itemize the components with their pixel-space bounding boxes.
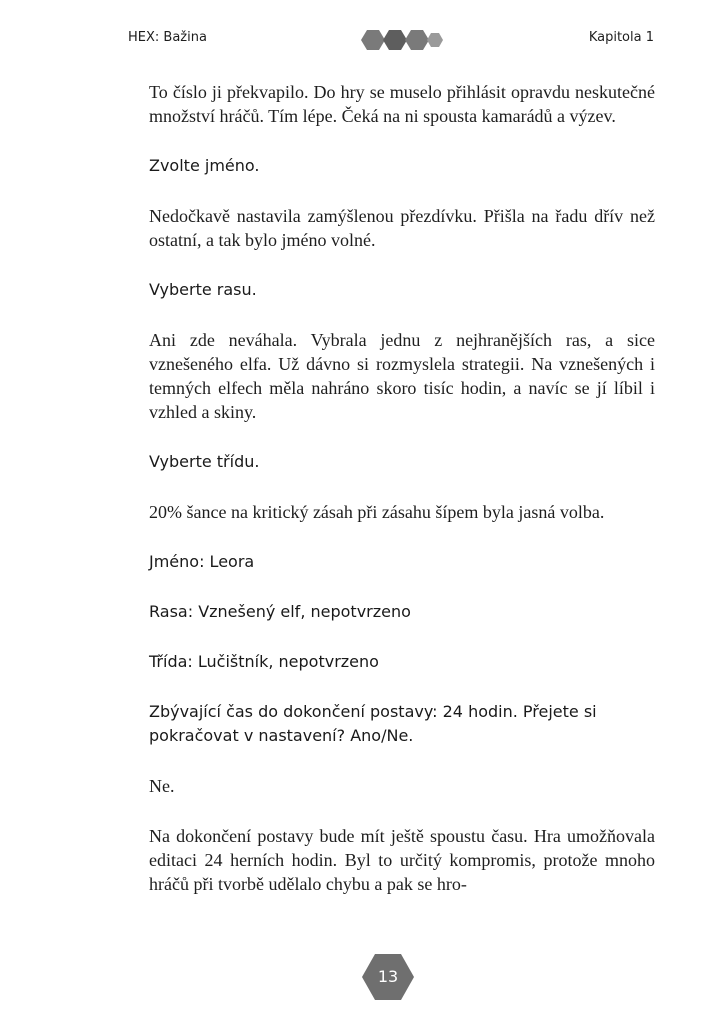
paragraph: Ne.	[149, 776, 175, 796]
chapter-label: Kapitola 1	[588, 30, 654, 45]
book-title: HEX: Bažina	[128, 30, 207, 45]
game-prompt: Vyberte rasu.	[149, 280, 257, 299]
page-number-badge	[360, 952, 416, 1002]
game-prompt: Vyberte třídu.	[149, 452, 260, 471]
game-prompt: Třída: Lučištník, nepotvrzeno	[149, 652, 379, 671]
game-prompt: Zbývající čas do dokončení postavy: 24 hodin. Přejete si pokračovat v nastavení? Ano/Ne.	[149, 702, 597, 745]
page-header	[128, 28, 654, 52]
page-body	[149, 80, 655, 922]
paragraph: Ani zde neváhala. Vybrala jednu z nejhranějších ras, a sice vznešeného elfa. Už dávno si rozmyslela strategii. Na vznešených i temných elfech měla nahráno skoro tisíc hodin, a navíc se jí líbil i vzhled a skiny.	[149, 330, 655, 422]
paragraph: Nedočkavě nastavila zamýšlenou přezdívku. Přišla na řadu dřív než ostatní, a tak bylo jméno volné.	[149, 206, 655, 250]
game-prompt: Rasa: Vznešený elf, nepotvrzeno	[149, 602, 411, 621]
hexagon-logo-icon	[353, 28, 445, 52]
page-number: 13	[377, 967, 399, 986]
paragraph: Na dokončení postavy bude mít ještě spoustu času. Hra umožňovala editaci 24 herních hodin. Byl to určitý kompromis, protože mnoho hráčů při tvorbě udělalo chybu a pak se hro-	[149, 826, 655, 894]
paragraph: 20% šance na kritický zásah při zásahu šípem byla jasná volba.	[149, 502, 605, 522]
game-prompt: Jméno: Leora	[149, 552, 255, 571]
game-prompt: Zvolte jméno.	[149, 156, 260, 175]
paragraph: To číslo ji překvapilo. Do hry se muselo přihlásit opravdu neskutečné množství hráčů. Tím lépe. Čeká na ni spousta kamarádů a výzev.	[149, 82, 655, 126]
